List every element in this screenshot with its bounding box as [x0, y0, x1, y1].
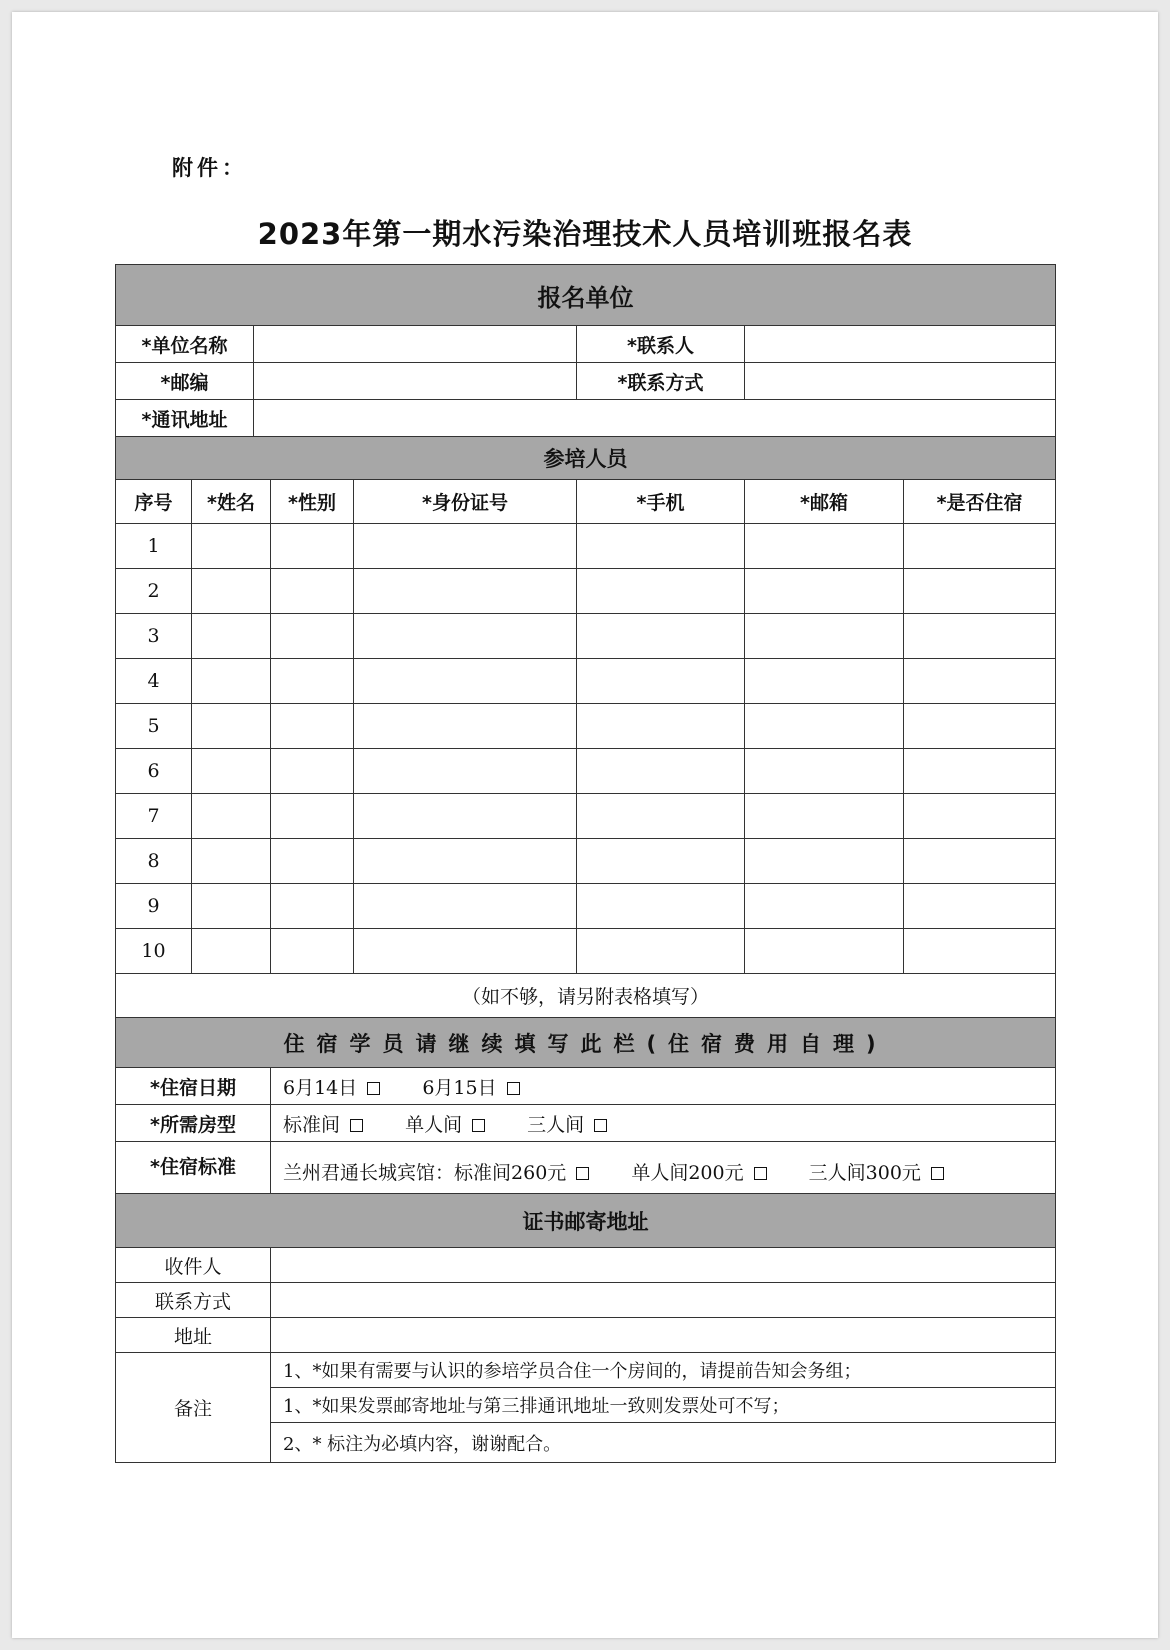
email-cell[interactable]: [745, 749, 904, 794]
table-row: [116, 749, 1056, 794]
name-cell[interactable]: [192, 569, 271, 614]
checkbox[interactable]: [367, 1082, 380, 1095]
certificate-section-header: 证书邮寄地址: [116, 1194, 1056, 1248]
lodging-cell[interactable]: [904, 704, 1056, 749]
email-cell[interactable]: [745, 704, 904, 749]
lodging-standard-label: *住宿标准: [116, 1142, 271, 1194]
remark-item: 2、* 标注为必填内容，谢谢配合。: [271, 1423, 1056, 1463]
gender-cell[interactable]: [271, 569, 354, 614]
address-label: *通讯地址: [116, 400, 254, 437]
date-option[interactable]: [283, 1077, 380, 1099]
hotel-name: 兰州君通长城宾馆：: [283, 1162, 455, 1184]
remark-item: 1、*如果发票邮寄地址与第三排通讯地址一致则发票处可不写；: [271, 1388, 1056, 1423]
id-number-cell[interactable]: [354, 524, 577, 569]
row-number: 5: [116, 704, 192, 749]
id-number-cell[interactable]: [354, 839, 577, 884]
recipient-field[interactable]: [271, 1248, 1056, 1283]
table-row: [116, 614, 1056, 659]
email-cell[interactable]: [745, 614, 904, 659]
lodging-cell[interactable]: [904, 839, 1056, 884]
room-type-label: *所需房型: [116, 1105, 271, 1142]
gender-cell[interactable]: [271, 794, 354, 839]
room-option[interactable]: [283, 1114, 363, 1136]
id-number-cell[interactable]: [354, 794, 577, 839]
lodging-cell[interactable]: [904, 659, 1056, 704]
mailing-address-field[interactable]: [271, 1318, 1056, 1353]
room-option[interactable]: [527, 1114, 607, 1136]
name-cell[interactable]: [192, 929, 271, 974]
name-cell[interactable]: [192, 614, 271, 659]
row-number: 4: [116, 659, 192, 704]
row-number: 1: [116, 524, 192, 569]
date-option-label: 6月14日: [283, 1076, 358, 1099]
mobile-cell[interactable]: [577, 659, 745, 704]
id-number-cell[interactable]: [354, 884, 577, 929]
checkbox[interactable]: [931, 1167, 944, 1180]
registration-form: [115, 264, 1056, 1463]
mobile-cell[interactable]: [577, 839, 745, 884]
remarks-label: 备注: [116, 1353, 271, 1463]
row-number: 9: [116, 884, 192, 929]
column-header: *身份证号: [354, 480, 577, 524]
id-number-cell[interactable]: [354, 929, 577, 974]
remark-item: 1、*如果有需要与认识的参培学员合住一个房间的，请提前告知会务组；: [271, 1353, 1056, 1388]
price-option[interactable]: [809, 1162, 944, 1184]
recipient-phone-field[interactable]: [271, 1283, 1056, 1318]
gender-cell[interactable]: [271, 839, 354, 884]
participants-section-header: 参培人员: [116, 437, 1056, 480]
lodging-cell[interactable]: [904, 614, 1056, 659]
name-cell[interactable]: [192, 659, 271, 704]
unit-section-header: 报名单位: [116, 265, 1056, 326]
gender-cell[interactable]: [271, 704, 354, 749]
table-row: [116, 704, 1056, 749]
row-number: 8: [116, 839, 192, 884]
table-row: [116, 794, 1056, 839]
date-option-label: 6月15日: [422, 1076, 497, 1099]
column-header: *姓名: [192, 480, 271, 524]
column-header: *是否住宿: [904, 480, 1056, 524]
room-option-label: 单人间: [405, 1113, 463, 1136]
checkbox[interactable]: [507, 1082, 520, 1095]
lodging-standard-options: [271, 1142, 1056, 1194]
name-cell[interactable]: [192, 749, 271, 794]
row-number: 10: [116, 929, 192, 974]
column-header: *手机: [577, 480, 745, 524]
lodging-cell[interactable]: [904, 929, 1056, 974]
gender-cell[interactable]: [271, 929, 354, 974]
contact-label: *联系人: [577, 326, 745, 363]
table-row: [116, 659, 1056, 704]
gender-cell[interactable]: [271, 614, 354, 659]
unit-name-label: *单位名称: [116, 326, 254, 363]
room-option-label: 标准间: [283, 1113, 341, 1136]
name-cell[interactable]: [192, 839, 271, 884]
id-number-cell[interactable]: [354, 659, 577, 704]
id-number-cell[interactable]: [354, 749, 577, 794]
date-option[interactable]: [422, 1077, 519, 1099]
price-option-label: 单人间200元: [631, 1162, 744, 1184]
price-option-label: 三人间300元: [808, 1162, 921, 1184]
lodging-date-options: [271, 1068, 1056, 1105]
form-title: 2023年第一期水污染治理技术人员培训班报名表: [257, 217, 913, 251]
lodging-section-header: 住宿学员请继续填写此栏(住宿费用自理): [116, 1018, 1056, 1068]
gender-cell[interactable]: [271, 884, 354, 929]
email-cell[interactable]: [745, 929, 904, 974]
recipient-label: 收件人: [116, 1248, 271, 1283]
unit-name-field[interactable]: [254, 326, 577, 363]
price-option[interactable]: [454, 1162, 589, 1184]
name-cell[interactable]: [192, 704, 271, 749]
lodging-cell[interactable]: [904, 884, 1056, 929]
column-header: 序号: [116, 480, 192, 524]
name-cell[interactable]: [192, 794, 271, 839]
id-number-cell[interactable]: [354, 704, 577, 749]
email-cell[interactable]: [745, 839, 904, 884]
price-option[interactable]: [631, 1162, 766, 1184]
lodging-cell[interactable]: [904, 569, 1056, 614]
room-option[interactable]: [405, 1114, 485, 1136]
table-row: [116, 524, 1056, 569]
email-cell[interactable]: [745, 794, 904, 839]
contact-field[interactable]: [745, 326, 1056, 363]
column-header: *性别: [271, 480, 354, 524]
row-number: 2: [116, 569, 192, 614]
name-cell[interactable]: [192, 524, 271, 569]
mailing-address-label: 地址: [116, 1318, 271, 1353]
address-field[interactable]: [254, 400, 1056, 437]
id-number-cell[interactable]: [354, 614, 577, 659]
table-row: [116, 839, 1056, 884]
column-header: *邮箱: [745, 480, 904, 524]
email-cell[interactable]: [745, 884, 904, 929]
mobile-cell[interactable]: [577, 794, 745, 839]
email-cell[interactable]: [745, 569, 904, 614]
mobile-cell[interactable]: [577, 524, 745, 569]
room-option-label: 三人间: [527, 1113, 585, 1136]
table-row: [116, 569, 1056, 614]
price-option-label: 标准间260元: [454, 1162, 567, 1184]
checkbox[interactable]: [350, 1119, 363, 1132]
mobile-cell[interactable]: [577, 884, 745, 929]
id-number-cell[interactable]: [354, 569, 577, 614]
room-type-options: [271, 1105, 1056, 1142]
lodging-cell[interactable]: [904, 749, 1056, 794]
lodging-cell[interactable]: [904, 524, 1056, 569]
row-number: 3: [116, 614, 192, 659]
gender-cell[interactable]: [271, 749, 354, 794]
recipient-phone-label: 联系方式: [116, 1283, 271, 1318]
checkbox[interactable]: [472, 1119, 485, 1132]
checkbox[interactable]: [594, 1119, 607, 1132]
name-cell[interactable]: [192, 884, 271, 929]
email-cell[interactable]: [745, 524, 904, 569]
table-row: [116, 929, 1056, 974]
table-row: [116, 884, 1056, 929]
lodging-cell[interactable]: [904, 794, 1056, 839]
lodging-date-label: *住宿日期: [116, 1068, 271, 1105]
mobile-cell[interactable]: [577, 569, 745, 614]
postcode-field[interactable]: [254, 363, 577, 400]
email-cell[interactable]: [745, 659, 904, 704]
gender-cell[interactable]: [271, 659, 354, 704]
mobile-cell[interactable]: [577, 704, 745, 749]
row-number: 7: [116, 794, 192, 839]
mobile-cell[interactable]: [577, 929, 745, 974]
checkbox[interactable]: [576, 1167, 589, 1180]
mobile-cell[interactable]: [577, 749, 745, 794]
contact-phone-label: *联系方式: [577, 363, 745, 400]
participants-note: （如不够，请另附表格填写）: [116, 974, 1056, 1018]
postcode-label: *邮编: [116, 363, 254, 400]
gender-cell[interactable]: [271, 524, 354, 569]
row-number: 6: [116, 749, 192, 794]
checkbox[interactable]: [754, 1167, 767, 1180]
mobile-cell[interactable]: [577, 614, 745, 659]
attachment-label: 附件：: [172, 156, 247, 180]
contact-phone-field[interactable]: [745, 363, 1056, 400]
